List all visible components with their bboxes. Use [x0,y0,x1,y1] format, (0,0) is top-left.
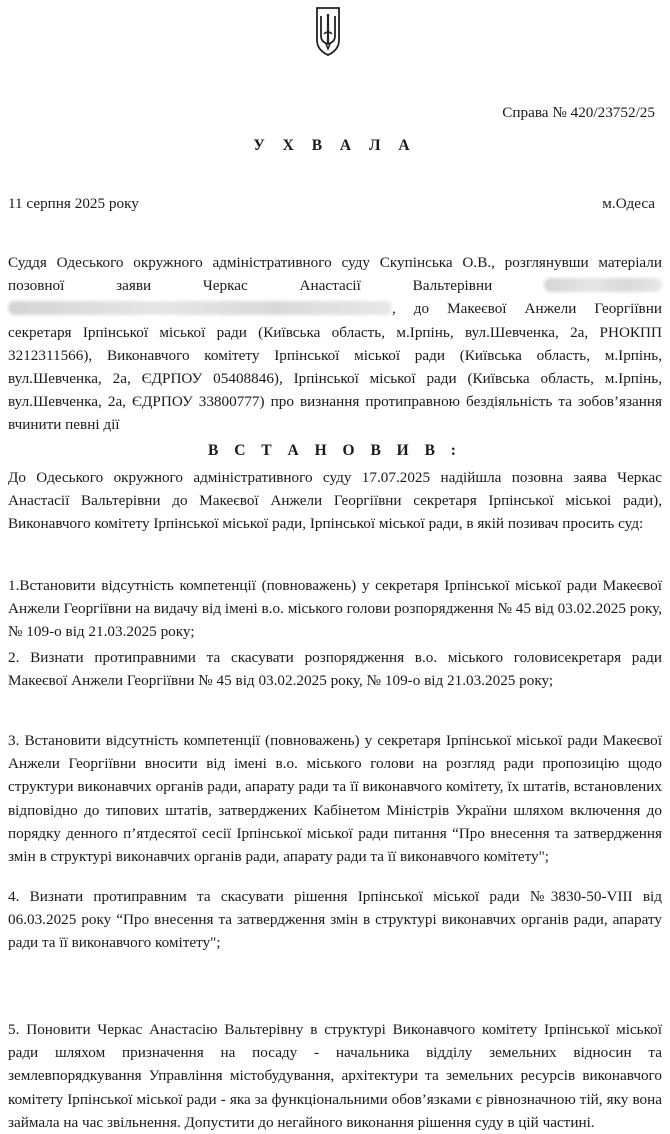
paragraph-claim-1: 1.Встановити відсутність компетенції (повноважень) у секретаря Ірпінської міської ради Макеєвої Анжели Георгіївни на видачу від імені в.о. міського голови розпорядження № 45 від 03.02.2025 року, № 109-о від 21.03.2025 року; [8,577,662,641]
paragraph-claim-5: 5. Поновити Черкас Анастасію Вальтерівну в структурі Виконавчого комітету Ірпінської міської ради шляхом призначення на посаду - начальника відділу земельних відносин та землевпорядкування Управління містобудування, архітектури та земельних ресурсів виконавчого комітету Ірпінської міської ради - яка за функціональними обов’язками є рівнозначною тій, яку вона займала на час звільнення. Допустити до негайного виконання рішення суду в цій частині. [8,1021,662,1131]
intro-text-part-2: , до Макеєвої Анжели Георгіївни секретаря Ірпінської міської ради (Київська область, м.Ірпінь, вул.Шевченка, 2а, РНОКПП 3212311566), Виконавчого комітету Ірпінської міської ради (Київська область, м.Ірпінь, вул.Шевченка, 2а, ЄДРПОУ 05408846), Ірпінської міської ради (Київська область, м.Ірпінь, вул.Шевченка, 2а, ЄДРПОУ 33800777) про визнання протиправною бездіяльність та зобов’язання вчинити певні дії [8,300,662,434]
case-number: Справа № 420/23752/25 [502,104,655,121]
intro-text-part-1: Суддя Одеського окружного адміністративного суду Скупінська О.В., розглянувши матеріали позовної заяви Черкас Анастасії Вальтерівни [8,254,662,295]
intro-paragraph [8,251,662,437]
section-title-established: В С Т А Н О В И В : [208,442,462,459]
paragraph-claim-intro: До Одеського окружного адміністративного суду 17.07.2025 надійшла позовна заява Черкас Анастасії Вальтерівни до Макеєвої Анжели Георгіївни секретаря Ірпінської міськоі ради), Виконавчого комітету Ірпінської міської ради, Ірпінської міської ради, в якій позивач просить суд: [8,469,662,533]
redacted-text [544,278,662,292]
paragraph-claim-2: 2. Визнати протиправними та скасувати розпорядження в.о. міського головисекретаря ради Макеєвої Анжели Георгіївни № 45 від 03.02.2025 року, № 109-о від 21.03.2025 року; [8,649,662,690]
paragraph-claim-4: 4. Визнати протиправним та скасувати рішення Ірпінської міської ради №3830-50-VIII від 06.03.2025 року “Про внесення та затвердження змін в структурі виконавчих органів ради, апарату ради та її виконавчого комітету"; [8,888,662,952]
ruling-city: м.Одеса [602,195,655,212]
redacted-text [8,301,392,315]
paragraph-claim-3: 3. Встановити відсутність компетенції (повноважень) у секретаря Ірпінської міської ради Макеєвої Анжели Георгіївни вносити від імені в.о. міського голови на розгляд ради пропозицію щодо структури виконавчих органів ради, апарату ради та її виконавчого комітету, їх штатів, встановлених відповідно до типових штатів, затверджених Кабінетом Міністрів України шляхом включення до порядку денного п’ятдесятої сесії Ірпінської міської ради питання “Про внесення та затвердження змін в структурі виконавчих органів ради, апарату ради та її виконавчого комітету"; [8,732,662,866]
ruling-date: 11 серпня 2025 року [8,195,139,212]
document-title: У Х В А Л А [253,137,417,154]
trident-coat-of-arms-icon [315,6,341,56]
